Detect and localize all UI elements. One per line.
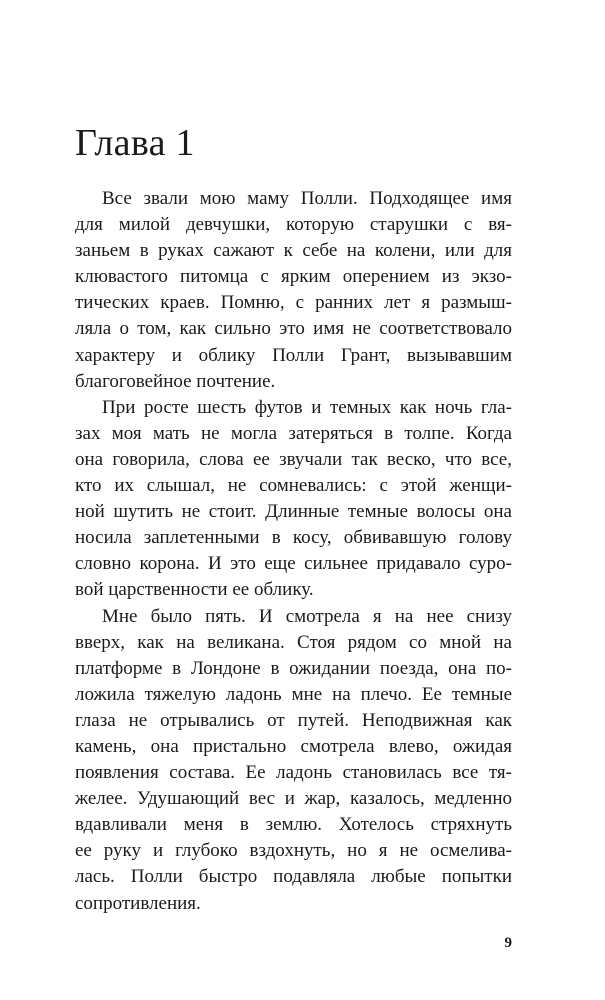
text-line: тических краев. Помню, с ранних лет я размыш- xyxy=(75,292,512,314)
text-line: лась. Полли быстро подавляла любые попытки xyxy=(75,866,512,888)
text-line: ее руку и глубоко вздохнуть, но я не осмелива- xyxy=(75,840,512,862)
text-line: глаза не отрывались от путей. Неподвижная как xyxy=(75,709,512,731)
text-line: для милой девчушки, которую старушки с вя- xyxy=(75,214,512,236)
text-line: ной шутить не стоит. Длинные темные волосы она xyxy=(75,501,512,523)
text-line: благоговейное почтение. xyxy=(75,370,276,392)
page-number: 9 xyxy=(504,935,512,951)
text-line: ляла о том, как сильно это имя не соответствовало xyxy=(75,318,512,340)
text-line: вой царственности ее облику. xyxy=(75,579,314,601)
text-line: вдавливали меня в землю. Хотелось стряхнуть xyxy=(75,814,512,836)
text-line: Все звали мою маму Полли. Подходящее имя xyxy=(102,188,512,209)
text-line: При росте шесть футов и темных как ночь гла- xyxy=(102,396,512,418)
text-line: платформе в Лондоне в ожидании поезда, она по- xyxy=(75,657,512,679)
text-line: камень, она пристально смотрела влево, ожидая xyxy=(75,735,512,757)
text-line: появления состава. Ее ладонь становилась все тя- xyxy=(75,762,512,784)
text-line: характеру и облику Полли Грант, вызывавшим xyxy=(75,344,512,366)
chapter-title: Глава 1 xyxy=(75,122,195,164)
text-line: она говорила, слова ее звучали так веско, что все, xyxy=(75,448,512,470)
text-line: Мне было пять. И смотрела я на нее снизу xyxy=(102,605,512,627)
text-line: сопротивления. xyxy=(75,892,201,914)
text-line: вверх, как на великана. Стоя рядом со мной на xyxy=(75,631,512,653)
text-line: кто их слышал, не сомневались: с этой женщи- xyxy=(75,475,512,497)
text-line: словно корона. И это еще сильнее придавало суро- xyxy=(75,553,512,575)
body-text xyxy=(75,186,512,917)
text-line: заньем в руках сажают к себе на колени, или для xyxy=(75,240,512,262)
text-line: желее. Удушающий вес и жар, казалось, медленно xyxy=(75,788,512,810)
text-line: зах моя мать не могла затеряться в толпе. Когда xyxy=(75,422,512,444)
text-line: клювастого питомца с ярким оперением из экзо- xyxy=(75,266,512,288)
text-line: носила заплетенными в косу, обвивавшую голову xyxy=(75,527,512,549)
text-line: ложила тяжелую ладонь мне на плечо. Ее темные xyxy=(75,683,512,705)
